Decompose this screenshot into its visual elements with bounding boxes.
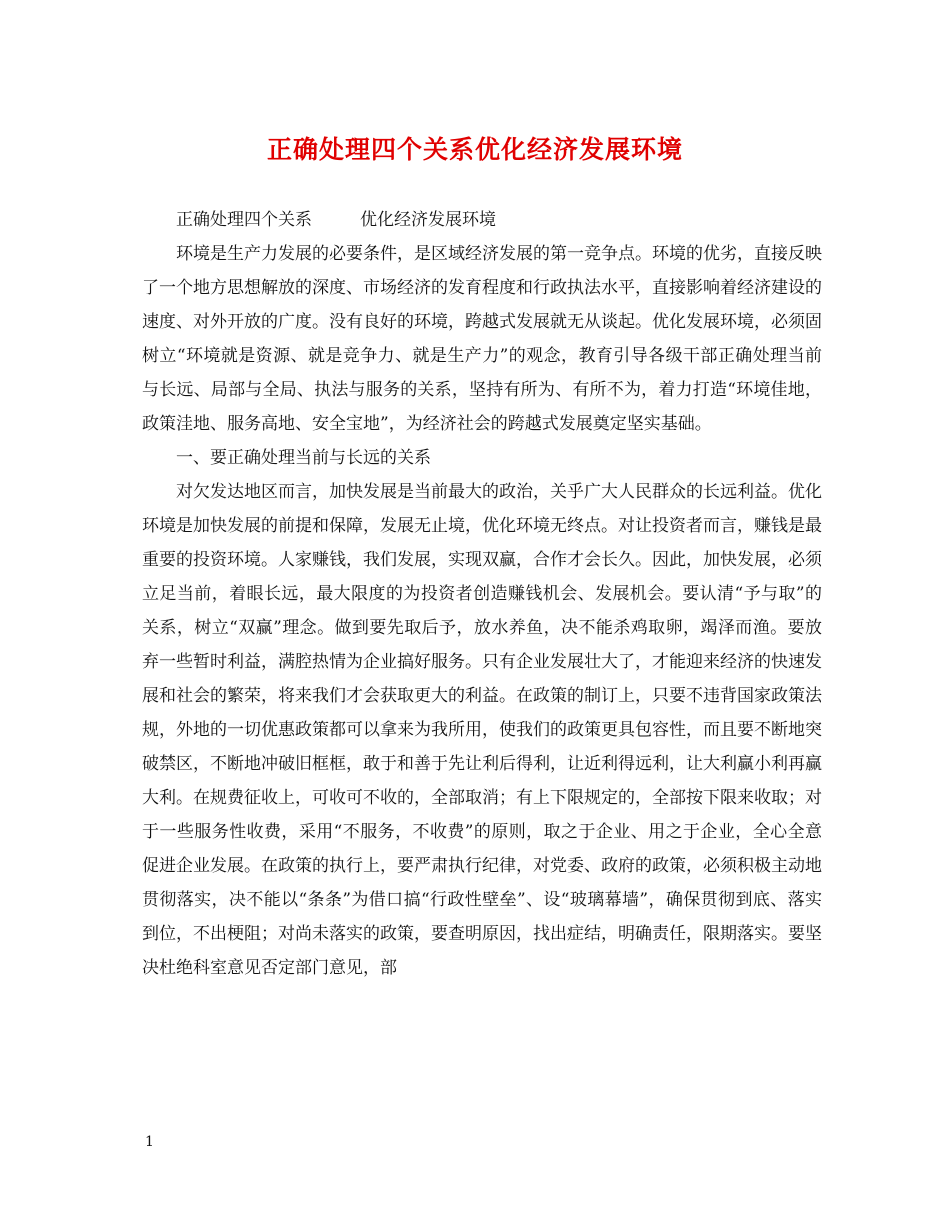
paragraph-section-1: 对欠发达地区而言，加快发展是当前最大的政治，关乎广大人民群众的长远利益。优化环境是加快发展的前提和保障，发展无止境，优化环境无终点。对让投资者而言，赚钱是最重要的投资环境。人家赚钱，我们发展，实现双赢，合作才会长久。因此，加快发展，必须立足当前，着眼长远，最大限度的为投资者创造赚钱机会、发展机会。要认清“予与取”的关系，树立“双赢”理念。做到要先取后予，放水养鱼，决不能杀鸡取卵，竭泽而渔。要放弃一些暂时利益，满腔热情为企业搞好服务。只有企业发展壮大了，才能迎来经济的快速发展和社会的繁荣，将来我们才会获取更大的利益。在政策的制订上，只要不违背国家政策法规，外地的一切优惠政策都可以拿来为我所用，使我们的政策更具包容性，而且要不断地突破禁区，不断地冲破旧框框，敢于和善于先让利后得利，让近利得远利，让大利赢小利再赢大利。在规费征收上，可收可不收的，全部取消；有上下限规定的，全部按下限来收取；对于一些服务性收费，采用“不服务，不收费”的原则，取之于企业、用之于企业，全心全意促进企业发展。在政策的执行上，要严肃执行纪律，对党委、政府的政策，必须积极主动地贯彻落实，决不能以“条条”为借口搞“行政性壁垒”、设“玻璃幕墙”，确保贯彻到底、落实到位，不出梗阻；对尚未落实的政策，要查明原因，找出症结，明确责任，限期落实。要坚决杜绝科室意见否定部门意见，部	[142, 482, 822, 978]
document-title: 正确处理四个关系优化经济发展环境	[266, 135, 683, 164]
subtitle-right: 优化经济发展环境	[360, 210, 496, 230]
page-number: 1	[145, 1134, 154, 1150]
subtitle-left: 正确处理四个关系	[176, 210, 312, 230]
document-subtitle	[142, 203, 822, 237]
section-heading-1: 一、要正确处理当前与长远的关系	[176, 448, 431, 468]
paragraph-intro: 环境是生产力发展的必要条件，是区域经济发展的第一竞争点。环境的优劣，直接反映了一个地方思想解放的深度、市场经济的发育程度和行政执法水平，直接影响着经济建设的速度、对外开放的广度。没有良好的环境，跨越式发展就无从谈起。优化发展环境，必须固树立“环境就是资源、就是竞争力、就是生产力”的观念，教育引导各级干部正确处理当前与长远、局部与全局、执法与服务的关系，坚持有所为、有所不为，着力打造“环境佳地，政策洼地、服务高地、安全宝地”，为经济社会的跨越式发展奠定坚实基础。	[142, 244, 822, 434]
document-body	[142, 203, 822, 985]
